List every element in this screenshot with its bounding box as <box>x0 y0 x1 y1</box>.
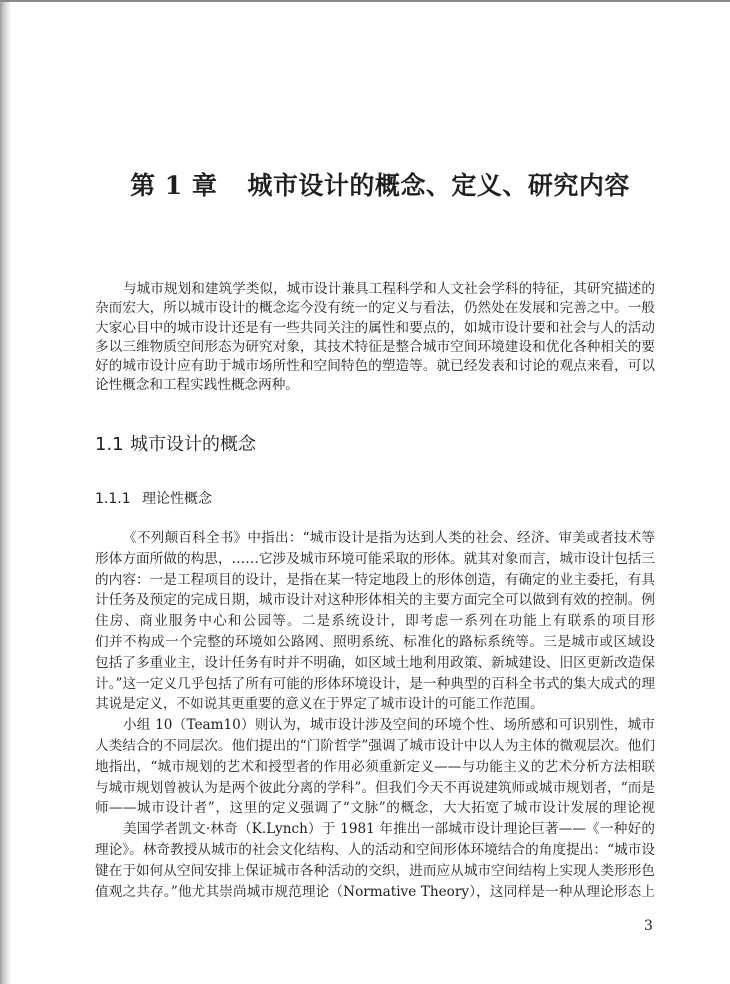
text-line: 包括了多重业主，设计任务有时并不明确，如区域土地利用政策、新城建设、旧区更新改造保 <box>95 654 655 671</box>
subsection-heading <box>95 488 212 508</box>
page-edge-binding <box>0 0 10 984</box>
text-line: 多以三维物质空间形态为研究对象，其技术特征是整合城市空间环境建设和优化各种相关的要 <box>95 338 655 355</box>
text-line: 论性概念和工程实践性概念两种。 <box>95 377 299 394</box>
text-line: 与城市规划曾被认为是两个彼此分离的学科”。但我们今天不再说建筑师或城市规划者，“而是 <box>95 779 655 796</box>
text-line: 好的城市设计应有助于城市场所性和空间特色的塑造等。就已经发表和讨论的观点来看，可以 <box>95 358 655 375</box>
text-line: 其说是定义，不如说其更重要的意义在于界定了城市设计的可能工作范围。 <box>95 696 544 713</box>
subsection-number: 1.1.1 <box>95 491 131 507</box>
page-number: 3 <box>644 918 653 934</box>
text-line: 计。”这一定义几乎包括了所有可能的形体环境设计，是一种典型的百科全书式的集大成式的理 <box>95 675 655 692</box>
text-line: 形体方面所做的构思，……它涉及城市环境可能采取的形体。就其对象而言，城市设计包括三 <box>95 550 655 567</box>
text-line: 键在于如何从空间安排上保证城市各种活动的交织，进而应从城市空间结构上实现人类形形色 <box>95 862 655 879</box>
text-line: 小组 10（Team10）则认为，城市设计涉及空间的环境个性、场所感和可识别性，城市 <box>123 717 655 734</box>
chapter-number: 第 1 章 <box>130 171 218 200</box>
page-top-border <box>0 0 730 2</box>
body-text <box>95 528 655 902</box>
paragraph <box>95 819 655 902</box>
text-line: 值观之共存。”他尤其崇尚城市规范理论（Normative Theory），这同样是一种从理论形态上 <box>95 883 655 900</box>
text-line: 美国学者凯文·林奇（K.Lynch）于 1981 年推出一部城市设计理论巨著——《一种好的 <box>123 821 655 838</box>
text-line: 们并不构成一个完整的环境如公路网、照明系统、标准化的路标系统等。三是城市或区域设 <box>95 633 655 650</box>
text-line: 与城市规划和建筑学类似，城市设计兼具工程科学和人文社会学科的特征，其研究描述的 <box>123 281 655 297</box>
text-line: 师——城市设计者”，这里的定义强调了“文脉”的概念，大大拓宽了城市设计发展的理论视 <box>95 800 655 817</box>
section-heading <box>95 430 256 456</box>
text-line: 理论》。林奇教授从城市的社会文化结构、人的活动和空间形体环境结合的角度提出：“城市设 <box>95 841 655 858</box>
paragraph <box>95 715 655 819</box>
text-line: 杂而宏大，所以城市设计的概念迄今没有统一的定义与看法，仍然处在发展和完善之中。一般 <box>95 300 655 317</box>
paragraph <box>95 528 655 715</box>
chapter-title-text: 城市设计的概念、定义、研究内容 <box>247 171 630 200</box>
section-title: 城市设计的概念 <box>130 434 256 455</box>
text-line: 大家心目中的城市设计还是有一些共同关注的属性和要点的，如城市设计要和社会与人的活动 <box>95 319 655 336</box>
text-line: 人类结合的不同层次。他们提出的“门阶哲学”强调了城市设计中以人为主体的微观层次。他们 <box>95 737 655 754</box>
text-line: 住房、商业服务中心和公园等。二是系统设计，即考虑一系列在功能上有联系的项目形 <box>95 613 655 630</box>
chapter-title <box>0 166 730 202</box>
text-line: 的内容：一是工程项目的设计，是指在某一特定地段上的形体创造，有确定的业主委托，有具 <box>95 571 655 588</box>
text-line: 《不列颠百科全书》中指出：“城市设计是指为达到人类的社会、经济、审美或者技术等 <box>123 530 655 546</box>
text-line: 地指出，“城市规划的艺术和授型者的作用必须重新定义——与功能主义的艺术分析方法相联 <box>95 758 655 775</box>
text-line: 计任务及预定的完成日期，城市设计对这种形体相关的主要方面完全可以做到有效的控制。例 <box>95 592 655 609</box>
intro-paragraph <box>95 280 655 396</box>
subsection-title: 理论性概念 <box>142 491 212 507</box>
section-number: 1.1 <box>95 434 124 455</box>
